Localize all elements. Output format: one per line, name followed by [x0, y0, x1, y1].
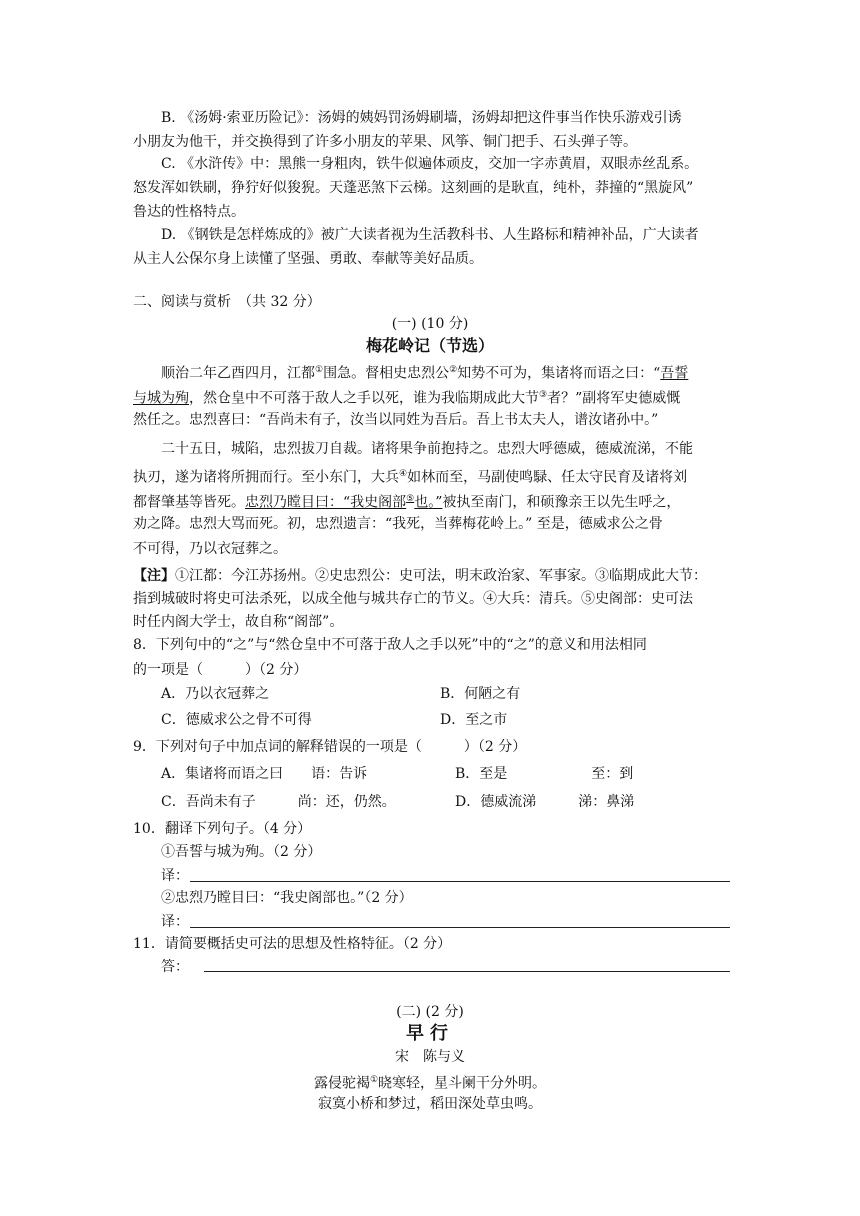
passage-p1-line2: 与城为殉，然仓皇中不可落于敌人之手以死，谁为我临期成此大节③者？”副将军史德威慨	[133, 390, 681, 407]
part-two-heading: 二、阅读与赏析 （共 32 分）	[133, 294, 321, 310]
q10-answer-line-1[interactable]	[190, 881, 730, 882]
q10-translate-label-1: 译：	[161, 868, 189, 884]
q11-answer-line[interactable]	[204, 971, 730, 972]
q9-option-b: B．至是 至：到	[455, 766, 634, 782]
notes-line3: 时任内阁大学士，故自称“阁部”。	[133, 614, 344, 630]
passage-p2-line2: 执刃，遂为诸将所拥而行。至小东门，大兵④如林而至，马副使鸣騄、任太守民育及诸将刘	[133, 469, 688, 486]
notes-line1: 【注】①江都：今江苏扬州。②史忠烈公：史可法，明末政治家、军事家。③临期成此大节：	[133, 568, 707, 584]
passage-p2-line5: 不可得，乃以衣冠葬之。	[133, 541, 287, 557]
q9-option-d: D．德威流涕 涕：鼻涕	[455, 794, 635, 810]
passage-p1-line1: 顺治二年乙酉四月，江都①围急。督相史忠烈公②知势不可为，集诸将而语之曰：“吾誓	[161, 365, 689, 382]
q9-option-c: C．吾尚未有子 尚：还，仍然。	[161, 794, 396, 810]
subsection-one-label: (一) (10 分)	[391, 316, 469, 332]
poem-line-2: 寂寞小桥和梦过，稻田深处草虫鸣。	[318, 1096, 542, 1112]
option-c-line2: 怒发浑如铁刷，狰狞好似狻猊。天蓬恶煞下云梯。这刻画的是耿直，纯朴，莽撞的“黑旋风”	[133, 180, 694, 196]
q8-stem-line1: 8．下列句中的“之”与“然仓皇中不可落于敌人之手以死”中的“之”的意义和用法相同	[133, 637, 647, 653]
poem-line-1: 露侵驼褐①晓寒轻，星斗阑干分外明。	[313, 1075, 547, 1092]
q8-option-b: B．何陋之有	[440, 686, 521, 702]
q11-stem: 11．请简要概括史可法的思想及性格特征。（2 分）	[133, 936, 452, 952]
q8-stem-line2: 的一项是（ ）（2 分）	[133, 662, 308, 678]
q10-stem: 10．翻译下列句子。（4 分）	[133, 821, 312, 837]
option-d-line1: D. 《钢铁是怎样炼成的》被广大读者视为生活教科书、人生路标和精神补品，广大读者	[161, 227, 699, 243]
passage-title: 梅花岭记（节选）	[365, 336, 494, 355]
option-b-line1: B. 《汤姆·索亚历险记》：汤姆的姨妈罚汤姆刷墙，汤姆却把这件事当作快乐游戏引诱	[161, 110, 682, 126]
q10-sentence-1: ①吾誓与城为殉。（2 分）	[161, 844, 322, 860]
q9-stem: 9．下列对句子中加点词的解释错误的一项是（ ）（2 分）	[133, 739, 527, 755]
passage-p2-line3: 都督肇基等皆死。忠烈乃瞠目曰：“我史阁部⑤也。”被执至南门，和硕豫亲王以先生呼之，	[133, 494, 681, 511]
q9-option-a: A．集诸将而语之曰 语：告诉	[161, 766, 368, 782]
poem-title: 早行	[406, 1023, 454, 1044]
option-d-line2: 从主人公保尔身上读懂了坚强、勇敢、奉献等美好品质。	[133, 251, 483, 267]
q10-answer-line-2[interactable]	[190, 927, 730, 928]
poem-author: 宋 陈与义	[395, 1049, 465, 1065]
passage-p2-line4: 劝之降。忠烈大骂而死。初，忠烈遗言：“我死，当葬梅花岭上。” 至是，德威求公之骨	[133, 516, 663, 532]
option-b-line2: 小朋友为他干，并交换得到了许多小朋友的苹果、风筝、铜门把手、石头弹子等。	[133, 134, 637, 150]
q8-option-c: C．德威求公之骨不可得	[161, 712, 312, 728]
option-c-line3: 鲁达的性格特点。	[133, 204, 245, 220]
q10-sentence-2: ②忠烈乃瞠目曰：“我史阁部也。”（2 分）	[161, 890, 413, 906]
q10-translate-label-2: 译：	[161, 914, 189, 930]
passage-p2-line1: 二十五日，城陷，忠烈拔刀自裁。诸将果争前抱持之。忠烈大呼德威，德威流涕，不能	[161, 441, 693, 457]
subsection-two-label: (二) (2 分)	[396, 1004, 464, 1020]
passage-p1-line3: 然任之。忠烈喜曰：“吾尚未有子，汝当以同姓为吾后。吾上书太夫人，谱汝诸孙中。”	[133, 412, 659, 428]
q11-answer-label: 答：	[161, 959, 189, 975]
option-c-line1: C. 《水浒传》中：黑熊一身粗肉，铁牛似遍体顽皮，交加一字赤黄眉，双眼赤丝乱系。	[161, 156, 699, 172]
q8-option-d: D．至之市	[440, 712, 508, 728]
q8-option-a: A．乃以衣冠葬之	[161, 686, 270, 702]
notes-line2: 指到城破时将史可法杀死，以成全他与城共存亡的节义。④大兵：清兵。⑤史阁部：史可法	[133, 591, 693, 607]
